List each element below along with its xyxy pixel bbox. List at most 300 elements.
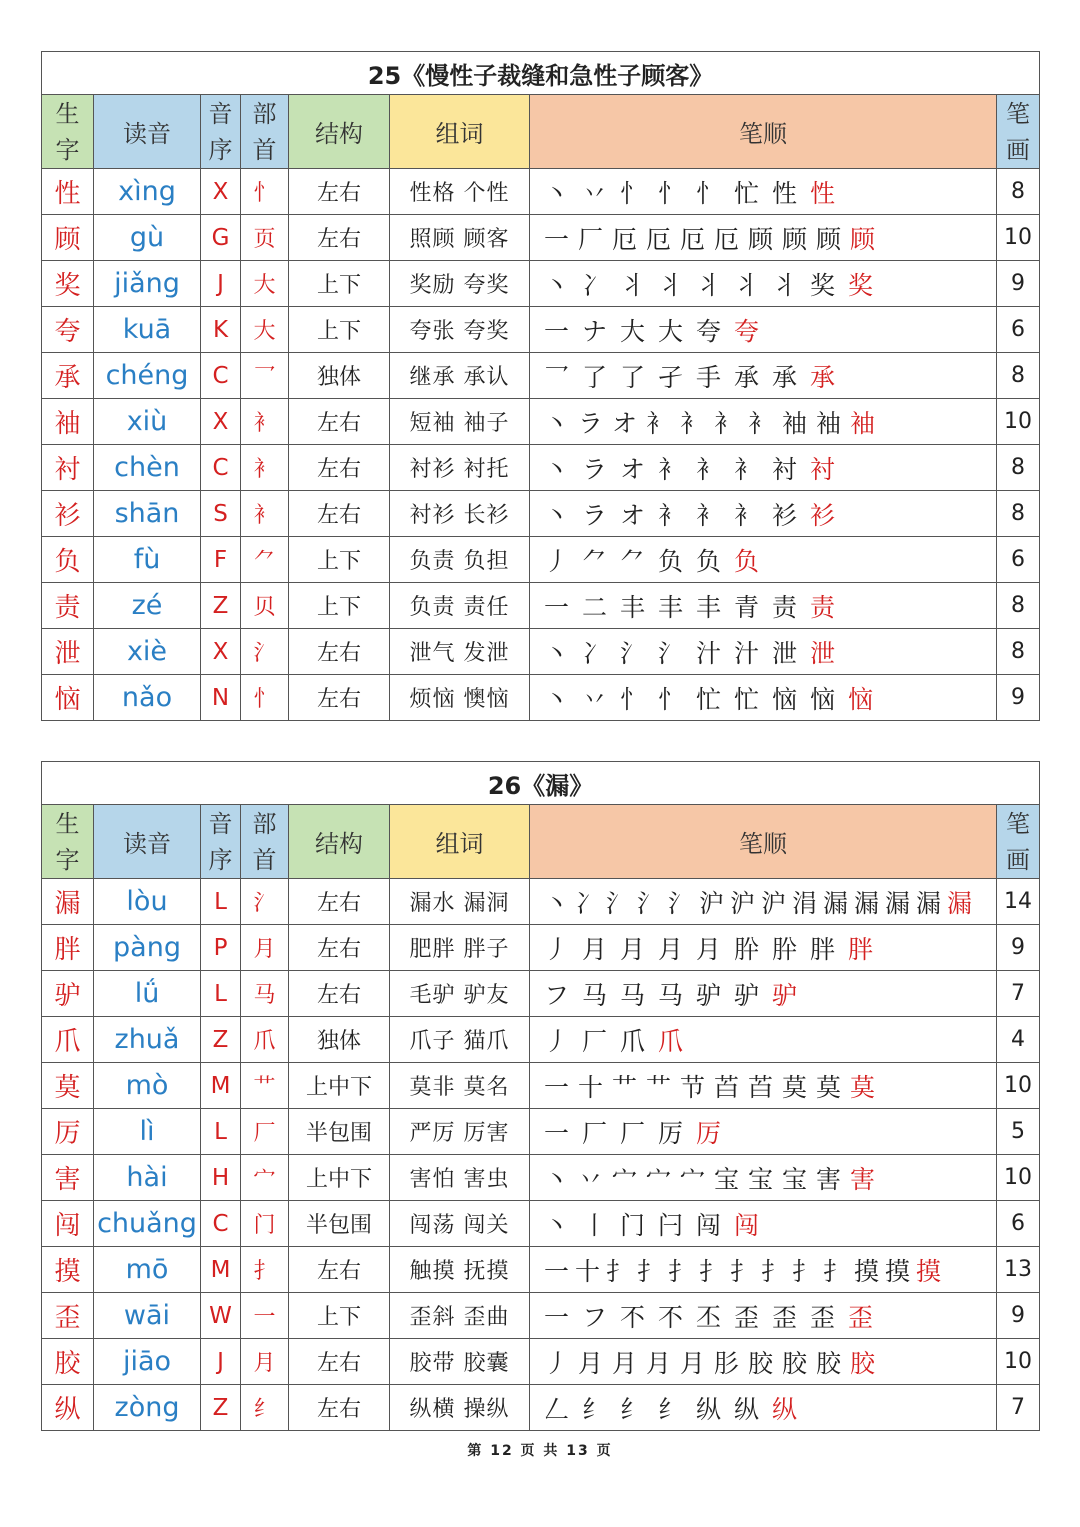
stroke-step: 宝 [782, 1164, 808, 1194]
stroke-step: 爪 [658, 1026, 684, 1056]
pinyin-cell: chèn [94, 445, 201, 491]
initial-letter-cell: J [201, 261, 241, 307]
page-footer: 第 12 页 共 13 页 [467, 1443, 613, 1459]
stroke-step: 沪 [699, 888, 723, 918]
stroke-step: 氵 [606, 888, 630, 918]
words-cell: 爪子 猫爪 [390, 1017, 530, 1063]
structure-cell: 独体 [289, 1017, 390, 1063]
stroke-step: 闯 [734, 1210, 760, 1240]
stroke-step: ラ [578, 408, 604, 438]
structure-cell: 上下 [289, 1293, 390, 1339]
initial-letter-cell: X [201, 169, 241, 215]
stroke-step: 汁 [696, 638, 722, 668]
words-cell: 泄气 发泄 [390, 629, 530, 675]
stroke-step: 忙 [696, 684, 722, 714]
stroke-step: 苩 [748, 1072, 774, 1102]
stroke-step: 月 [646, 1348, 672, 1378]
stroke-order-cell [530, 925, 997, 971]
table-row [42, 1339, 1040, 1385]
stroke-step: 衬 [810, 454, 836, 484]
stroke-step: 衤 [680, 408, 706, 438]
stroke-step: 顾 [816, 224, 842, 254]
initial-letter-cell: F [201, 537, 241, 583]
structure-cell: 上下 [289, 537, 390, 583]
radical-cell: 纟 [241, 1385, 289, 1431]
stroke-step: 忄 [696, 178, 722, 208]
table-row [42, 537, 1040, 583]
stroke-step: 丷 [582, 178, 608, 208]
char-cell: 害 [42, 1155, 94, 1201]
stroke-count-cell: 10 [997, 1063, 1040, 1109]
pinyin-cell: xiè [94, 629, 201, 675]
stroke-step: 胶 [850, 1348, 876, 1378]
stroke-step: 漏 [823, 888, 847, 918]
stroke-step: 厄 [646, 224, 672, 254]
stroke-step: 丕 [696, 1302, 722, 1332]
stroke-step: 害 [850, 1164, 876, 1194]
stroke-step: 一 [544, 1072, 570, 1102]
words-cell: 莫非 莫名 [390, 1063, 530, 1109]
char-cell: 胶 [42, 1339, 94, 1385]
stroke-step: ラ [582, 500, 608, 530]
pinyin-cell: lì [94, 1109, 201, 1155]
stroke-order-cell [530, 215, 997, 261]
stroke-step: 漏 [854, 888, 878, 918]
stroke-step: 负 [734, 546, 760, 576]
initial-letter-cell: Z [201, 1385, 241, 1431]
pinyin-cell: lǘ [94, 971, 201, 1017]
stroke-step: 宝 [714, 1164, 740, 1194]
stroke-step: 闩 [658, 1210, 684, 1240]
stroke-count-cell: 8 [997, 583, 1040, 629]
pinyin-cell: chuǎng [94, 1201, 201, 1247]
stroke-step: 衫 [772, 500, 798, 530]
char-cell: 厉 [42, 1109, 94, 1155]
radical-cell: 扌 [241, 1247, 289, 1293]
lesson-26-table [41, 761, 1040, 1431]
stroke-step: 驴 [696, 980, 722, 1010]
stroke-step: 纵 [772, 1394, 798, 1424]
header-stroke-order: 笔顺 [530, 805, 997, 879]
char-cell: 歪 [42, 1293, 94, 1339]
stroke-step: 夸 [734, 316, 760, 346]
stroke-step: 奖 [810, 270, 836, 300]
stroke-step: 衤 [696, 500, 722, 530]
stroke-step: 丨 [582, 1210, 608, 1240]
initial-letter-cell: X [201, 399, 241, 445]
stroke-step: 驴 [772, 980, 798, 1010]
stroke-step: 恼 [848, 684, 874, 714]
stroke-step: 月 [578, 1348, 604, 1378]
stroke-step: 丬 [696, 270, 722, 300]
stroke-step: 摸 [854, 1256, 878, 1286]
stroke-step: 一 [544, 1118, 570, 1148]
stroke-step: 厄 [714, 224, 740, 254]
stroke-count-cell: 9 [997, 675, 1040, 721]
table-row [42, 1201, 1040, 1247]
stroke-order-cell [530, 1293, 997, 1339]
initial-letter-cell: C [201, 353, 241, 399]
structure-cell: 上下 [289, 261, 390, 307]
structure-cell: 半包围 [289, 1109, 390, 1155]
char-cell: 莫 [42, 1063, 94, 1109]
lesson-25-table [41, 51, 1040, 721]
stroke-order-cell [530, 353, 997, 399]
stroke-step: 性 [810, 178, 836, 208]
char-cell: 承 [42, 353, 94, 399]
stroke-count-cell: 7 [997, 1385, 1040, 1431]
initial-letter-cell: G [201, 215, 241, 261]
stroke-order-cell [530, 583, 997, 629]
pinyin-cell: fù [94, 537, 201, 583]
stroke-step: 丬 [658, 270, 684, 300]
initial-letter-cell: P [201, 925, 241, 971]
stroke-step: 袖 [850, 408, 876, 438]
stroke-step: 马 [620, 980, 646, 1010]
stroke-step: 丿 [544, 934, 570, 964]
stroke-step: 胖 [848, 934, 874, 964]
stroke-step: 纟 [582, 1394, 608, 1424]
table-row [42, 879, 1040, 925]
pinyin-cell: mō [94, 1247, 201, 1293]
char-cell: 负 [42, 537, 94, 583]
stroke-order-cell [530, 445, 997, 491]
stroke-step: 胶 [748, 1348, 774, 1378]
pinyin-cell: gù [94, 215, 201, 261]
stroke-step: 厂 [578, 224, 604, 254]
structure-cell: 左右 [289, 1385, 390, 1431]
stroke-step: 扌 [699, 1256, 723, 1286]
table-row [42, 399, 1040, 445]
table-row [42, 353, 1040, 399]
stroke-order-cell [530, 629, 997, 675]
stroke-step: 衤 [658, 500, 684, 530]
stroke-step: 门 [620, 1210, 646, 1240]
table-row [42, 1293, 1040, 1339]
stroke-count-cell: 9 [997, 261, 1040, 307]
stroke-step: 莫 [816, 1072, 842, 1102]
pinyin-cell: shān [94, 491, 201, 537]
char-cell: 责 [42, 583, 94, 629]
initial-letter-cell: L [201, 1109, 241, 1155]
stroke-step: 厉 [696, 1118, 722, 1148]
radical-cell: 宀 [241, 1155, 289, 1201]
lesson-title: 25《慢性子裁缝和急性子顾客》 [42, 52, 1040, 95]
stroke-step: 宀 [680, 1164, 706, 1194]
stroke-step: 忙 [734, 684, 760, 714]
stroke-order-cell [530, 169, 997, 215]
header-structure: 结构 [289, 95, 390, 169]
stroke-count-cell: 8 [997, 353, 1040, 399]
stroke-step: オ [612, 408, 638, 438]
table-row [42, 169, 1040, 215]
initial-letter-cell: M [201, 1063, 241, 1109]
stroke-step: 丶 [544, 500, 570, 530]
words-cell: 奖励 夸奖 [390, 261, 530, 307]
header-pinyin: 读音 [94, 95, 201, 169]
stroke-count-cell: 6 [997, 1201, 1040, 1247]
stroke-step: 夸 [696, 316, 722, 346]
stroke-step: フ [582, 1302, 608, 1332]
stroke-step: 丿 [544, 1026, 570, 1056]
stroke-step: 责 [772, 592, 798, 622]
stroke-step: 厄 [612, 224, 638, 254]
table-row [42, 629, 1040, 675]
stroke-order-cell [530, 1247, 997, 1293]
radical-cell: 大 [241, 307, 289, 353]
structure-cell: 左右 [289, 399, 390, 445]
stroke-count-cell: 9 [997, 1293, 1040, 1339]
stroke-step: 氵 [658, 638, 684, 668]
radical-cell: 忄 [241, 675, 289, 721]
stroke-step: 乛 [544, 362, 570, 392]
stroke-step: 衤 [714, 408, 740, 438]
stroke-step: 厂 [582, 1026, 608, 1056]
table-row [42, 445, 1040, 491]
stroke-step: 恼 [772, 684, 798, 714]
stroke-step: 袖 [816, 408, 842, 438]
stroke-step: 负 [658, 546, 684, 576]
stroke-step: 忄 [658, 684, 684, 714]
stroke-step: 胶 [782, 1348, 808, 1378]
stroke-step: 衤 [748, 408, 774, 438]
words-cell: 负责 责任 [390, 583, 530, 629]
initial-letter-cell: M [201, 1247, 241, 1293]
words-cell: 性格 个性 [390, 169, 530, 215]
header-radical: 部首 [241, 95, 289, 169]
stroke-step: 纟 [620, 1394, 646, 1424]
structure-cell: 半包围 [289, 1201, 390, 1247]
stroke-step: 节 [680, 1072, 706, 1102]
words-cell: 夸张 夸奖 [390, 307, 530, 353]
stroke-count-cell: 13 [997, 1247, 1040, 1293]
stroke-step: 一 [544, 1302, 570, 1332]
stroke-count-cell: 8 [997, 629, 1040, 675]
stroke-step: 艹 [646, 1072, 672, 1102]
initial-letter-cell: L [201, 971, 241, 1017]
char-cell: 闯 [42, 1201, 94, 1247]
stroke-step: 丬 [772, 270, 798, 300]
stroke-step: 顾 [782, 224, 808, 254]
structure-cell: 左右 [289, 445, 390, 491]
initial-letter-cell: Z [201, 583, 241, 629]
words-cell: 衬衫 衬托 [390, 445, 530, 491]
table-row [42, 261, 1040, 307]
structure-cell: 上中下 [289, 1063, 390, 1109]
stroke-count-cell: 4 [997, 1017, 1040, 1063]
table-row [42, 491, 1040, 537]
stroke-order-cell [530, 1063, 997, 1109]
table-row [42, 1247, 1040, 1293]
stroke-step: オ [620, 454, 646, 484]
structure-cell: 左右 [289, 215, 390, 261]
radical-cell: 月 [241, 925, 289, 971]
header-char: 生字 [42, 805, 94, 879]
stroke-step: ⺈ [582, 546, 608, 576]
pinyin-cell: xiù [94, 399, 201, 445]
stroke-order-cell [530, 675, 997, 721]
stroke-step: 忄 [620, 178, 646, 208]
header-words: 组词 [390, 95, 530, 169]
stroke-order-cell [530, 1155, 997, 1201]
structure-cell: 左右 [289, 1247, 390, 1293]
stroke-step: 漏 [947, 888, 971, 918]
initial-letter-cell: C [201, 445, 241, 491]
pinyin-cell: lòu [94, 879, 201, 925]
stroke-step: 奖 [848, 270, 874, 300]
stroke-step: 顾 [748, 224, 774, 254]
stroke-step: ⺈ [620, 546, 646, 576]
header-stroke-count: 笔画 [997, 95, 1040, 169]
radical-cell: 爪 [241, 1017, 289, 1063]
stroke-step: 丿 [544, 546, 570, 576]
radical-cell: 衤 [241, 399, 289, 445]
stroke-step: 丶 [544, 408, 570, 438]
stroke-step: 扌 [668, 1256, 692, 1286]
header-letter: 音序 [201, 805, 241, 879]
stroke-step: 衤 [734, 500, 760, 530]
pinyin-cell: pàng [94, 925, 201, 971]
radical-cell: 衤 [241, 445, 289, 491]
radical-cell: 页 [241, 215, 289, 261]
stroke-step: 衤 [646, 408, 672, 438]
initial-letter-cell: N [201, 675, 241, 721]
words-cell: 漏水 漏洞 [390, 879, 530, 925]
initial-letter-cell: H [201, 1155, 241, 1201]
radical-cell: 乛 [241, 353, 289, 399]
stroke-step: 肜 [714, 1348, 740, 1378]
stroke-count-cell: 9 [997, 925, 1040, 971]
initial-letter-cell: W [201, 1293, 241, 1339]
char-cell: 摸 [42, 1247, 94, 1293]
radical-cell: 厂 [241, 1109, 289, 1155]
stroke-step: 摸 [885, 1256, 909, 1286]
stroke-step: 二 [582, 592, 608, 622]
words-cell: 害怕 害虫 [390, 1155, 530, 1201]
radical-cell: 衤 [241, 491, 289, 537]
stroke-step: 丬 [620, 270, 646, 300]
char-cell: 驴 [42, 971, 94, 1017]
stroke-step: 月 [612, 1348, 638, 1378]
stroke-step: 月 [620, 934, 646, 964]
pinyin-cell: zé [94, 583, 201, 629]
stroke-step: 纵 [734, 1394, 760, 1424]
stroke-step: 冫 [582, 270, 608, 300]
stroke-step: 负 [696, 546, 722, 576]
table-row [42, 215, 1040, 261]
stroke-step: 莫 [850, 1072, 876, 1102]
stroke-count-cell: 8 [997, 169, 1040, 215]
pinyin-cell: xìng [94, 169, 201, 215]
stroke-step: 衤 [658, 454, 684, 484]
stroke-step: 承 [810, 362, 836, 392]
stroke-step: 顾 [850, 224, 876, 254]
radical-cell: 月 [241, 1339, 289, 1385]
structure-cell: 上下 [289, 583, 390, 629]
structure-cell: 上下 [289, 307, 390, 353]
stroke-step: 责 [810, 592, 836, 622]
stroke-step: 丶 [544, 684, 570, 714]
stroke-step: 扌 [761, 1256, 785, 1286]
words-cell: 继承 承认 [390, 353, 530, 399]
structure-cell: 左右 [289, 879, 390, 925]
stroke-step: 衫 [810, 500, 836, 530]
words-cell: 衬衫 长衫 [390, 491, 530, 537]
radical-cell: 大 [241, 261, 289, 307]
pinyin-cell: zhuǎ [94, 1017, 201, 1063]
stroke-order-cell [530, 1201, 997, 1247]
table-row [42, 1063, 1040, 1109]
stroke-count-cell: 8 [997, 445, 1040, 491]
stroke-step: 苩 [714, 1072, 740, 1102]
stroke-step: 马 [582, 980, 608, 1010]
stroke-step: 忄 [658, 178, 684, 208]
initial-letter-cell: K [201, 307, 241, 353]
table-row [42, 1109, 1040, 1155]
stroke-step: 氵 [668, 888, 692, 918]
stroke-count-cell: 5 [997, 1109, 1040, 1155]
stroke-step: 袖 [782, 408, 808, 438]
table-row [42, 1155, 1040, 1201]
stroke-step: 一 [544, 592, 570, 622]
stroke-step: 纵 [696, 1394, 722, 1424]
char-cell: 纵 [42, 1385, 94, 1431]
stroke-step: 泄 [772, 638, 798, 668]
stroke-step: 性 [772, 178, 798, 208]
stroke-step: 歪 [848, 1302, 874, 1332]
pinyin-cell: kuā [94, 307, 201, 353]
stroke-step: 肸 [734, 934, 760, 964]
char-cell: 泄 [42, 629, 94, 675]
radical-cell: 门 [241, 1201, 289, 1247]
stroke-step: ラ [582, 454, 608, 484]
words-cell: 短袖 袖子 [390, 399, 530, 445]
stroke-step: 丷 [578, 1164, 604, 1194]
initial-letter-cell: J [201, 1339, 241, 1385]
stroke-step: 宝 [748, 1164, 774, 1194]
pinyin-cell: hài [94, 1155, 201, 1201]
stroke-step: 了 [582, 362, 608, 392]
char-cell: 衫 [42, 491, 94, 537]
stroke-step: 十 [578, 1072, 604, 1102]
stroke-step: 胖 [810, 934, 836, 964]
stroke-count-cell: 14 [997, 879, 1040, 925]
words-cell: 照顾 顾客 [390, 215, 530, 261]
stroke-step: 月 [680, 1348, 706, 1378]
stroke-step: 泄 [810, 638, 836, 668]
header-structure: 结构 [289, 805, 390, 879]
pinyin-cell: zòng [94, 1385, 201, 1431]
words-cell: 闯荡 闯关 [390, 1201, 530, 1247]
char-cell: 爪 [42, 1017, 94, 1063]
stroke-step: 宀 [612, 1164, 638, 1194]
stroke-step: 汁 [734, 638, 760, 668]
table-row [42, 971, 1040, 1017]
stroke-step: 厄 [680, 224, 706, 254]
stroke-order-cell [530, 1109, 997, 1155]
stroke-step: 丿 [544, 1348, 570, 1378]
stroke-count-cell: 6 [997, 307, 1040, 353]
radical-cell: 氵 [241, 879, 289, 925]
header-pinyin: 读音 [94, 805, 201, 879]
stroke-step: 丶 [544, 270, 570, 300]
stroke-step: 厂 [582, 1118, 608, 1148]
structure-cell: 上中下 [289, 1155, 390, 1201]
stroke-step: 丷 [582, 684, 608, 714]
stroke-step: 承 [734, 362, 760, 392]
initial-letter-cell: C [201, 1201, 241, 1247]
stroke-step: 丶 [544, 1210, 570, 1240]
